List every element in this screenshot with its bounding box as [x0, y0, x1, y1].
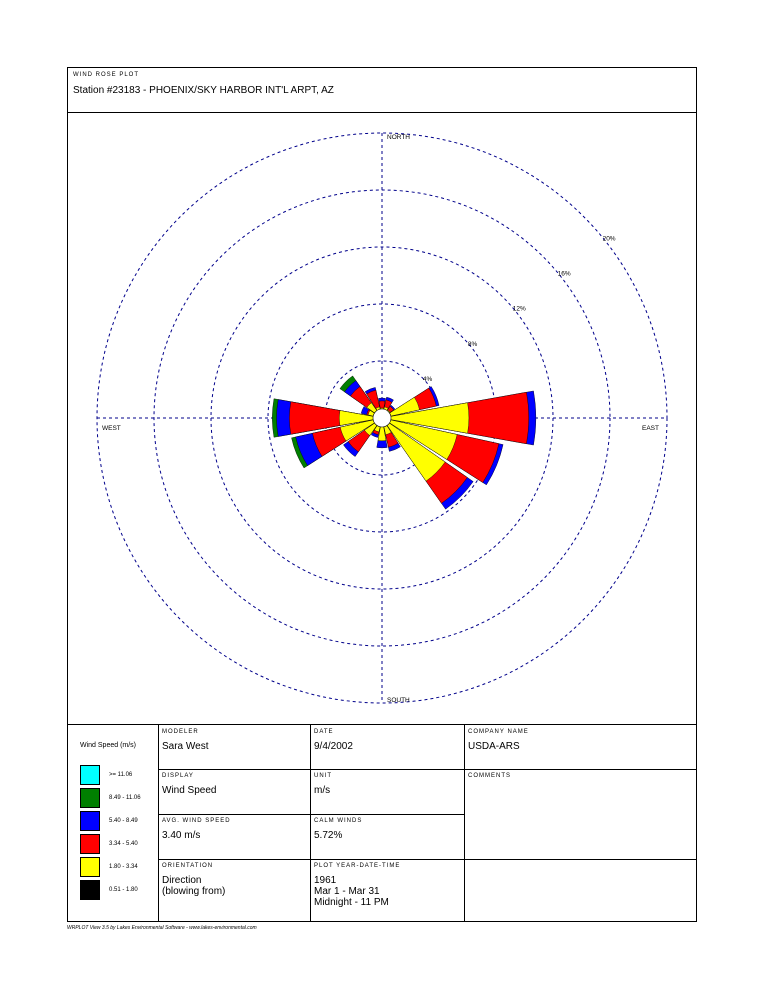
- avg-speed-value: 3.40 m/s: [162, 830, 201, 841]
- ring-label-2: 8%: [467, 340, 478, 348]
- unit-value: m/s: [314, 785, 331, 796]
- west-label: WEST: [102, 425, 121, 432]
- date-label: DATE: [314, 729, 334, 735]
- company-value: USDA-ARS: [468, 741, 520, 752]
- wind-rose-chart: [68, 112, 696, 724]
- footer-credit: WRPLOT View 3.5 by Lakes Environmental Software - www.lakes-environmental.com: [67, 925, 257, 931]
- legend-label-4: 3.34 - 5.40: [109, 841, 138, 847]
- calm-cell: [310, 814, 464, 859]
- north-label: NORTH: [387, 134, 410, 141]
- legend-swatch-4: [80, 834, 100, 854]
- legend-swatch-6: [80, 880, 100, 900]
- legend-title: Wind Speed (m/s): [80, 742, 137, 749]
- comments-cell: [464, 769, 696, 859]
- display-label: DISPLAY: [162, 773, 194, 779]
- ring-label-1: 4%: [422, 375, 433, 383]
- plot-date-range: Mar 1 - Mar 31: [314, 886, 380, 897]
- south-label: SOUTH: [387, 697, 410, 704]
- legend-swatch-2: [80, 788, 100, 808]
- legend-swatch-3: [80, 811, 100, 831]
- modeler-cell: [158, 725, 310, 769]
- orientation-value-1: Direction: [162, 875, 202, 886]
- wind-petals: [272, 376, 536, 509]
- ring-label-5: 20%: [602, 235, 616, 243]
- legend-label-6: 0.51 - 1.80: [109, 887, 138, 893]
- legend-swatch-1: [80, 765, 100, 785]
- company-cell: [464, 725, 696, 769]
- display-value: Wind Speed: [162, 785, 217, 796]
- east-label: EAST: [642, 425, 659, 432]
- date-cell: [310, 725, 464, 769]
- plot-time-cell: [310, 859, 464, 922]
- orientation-cell: [158, 859, 310, 922]
- report-header: [68, 68, 696, 113]
- calm-circle: [373, 409, 391, 427]
- company-label: COMPANY NAME: [468, 729, 529, 735]
- orientation-label: ORIENTATION: [162, 863, 214, 869]
- plot-time-range: Midnight - 11 PM: [314, 897, 389, 908]
- ring-label-4: 16%: [557, 270, 571, 278]
- ring-label-3: 12%: [512, 305, 526, 313]
- legend-label-2: 8.49 - 11.06: [109, 795, 141, 801]
- calm-label: CALM WINDS: [314, 818, 363, 824]
- plot-time-label: PLOT YEAR-DATE-TIME: [314, 863, 401, 869]
- modeler-label: MODELER: [162, 729, 199, 735]
- station-title: Station #23183 - PHOENIX/SKY HARBOR INT'L ARPT, AZ: [73, 85, 334, 96]
- info-panel: [68, 724, 696, 922]
- orientation-value-2: (blowing from): [162, 886, 226, 897]
- modeler-value: Sara West: [162, 741, 209, 752]
- report-frame: [67, 67, 697, 922]
- unit-cell: [310, 769, 464, 814]
- legend-label-3: 5.40 - 8.49: [109, 818, 138, 824]
- legend-label-1: >= 11.06: [109, 772, 133, 778]
- date-value: 9/4/2002: [314, 741, 353, 752]
- legend-swatch-5: [80, 857, 100, 877]
- comments-label: COMMENTS: [468, 773, 511, 779]
- unit-label: UNIT: [314, 773, 332, 779]
- avg-speed-label: AVG. WIND SPEED: [162, 818, 231, 824]
- calm-value: 5.72%: [314, 830, 343, 841]
- header-label: WIND ROSE PLOT: [73, 72, 140, 78]
- legend-label-5: 1.80 - 3.34: [109, 864, 138, 870]
- display-cell: [158, 769, 310, 814]
- plot-year: 1961: [314, 875, 337, 886]
- legend-panel: [68, 725, 158, 922]
- avg-speed-cell: [158, 814, 310, 859]
